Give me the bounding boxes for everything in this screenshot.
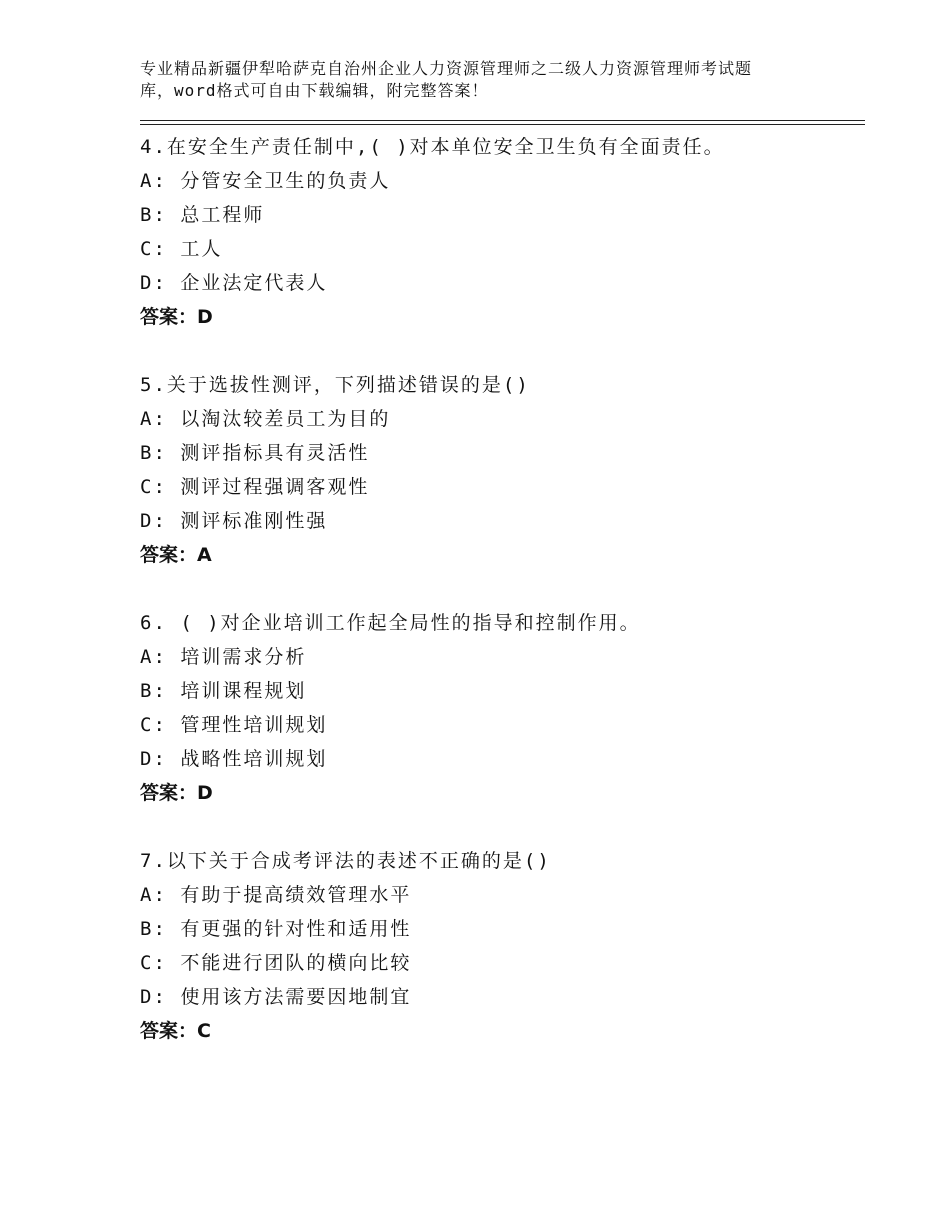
answer-label: 答案： <box>140 782 198 804</box>
option-c <box>140 470 865 504</box>
answer-label: 答案： <box>140 544 198 566</box>
answer-label: 答案： <box>140 306 198 328</box>
question-stem: 7.以下关于合成考评法的表述不正确的是() <box>140 850 551 872</box>
question-stem: 4.在安全生产责任制中,( )对本单位安全卫生负有全面责任。 <box>140 136 725 158</box>
answer-line <box>140 1014 865 1048</box>
option-text: 分管安全卫生的负责人 <box>180 170 391 192</box>
answer-line <box>140 776 865 810</box>
option-key: D: <box>140 986 167 1008</box>
answer-value: D <box>197 306 213 328</box>
header-divider-top <box>140 120 865 121</box>
option-text: 企业法定代表人 <box>180 272 328 294</box>
option-a <box>140 164 865 198</box>
option-key: C: <box>140 238 167 260</box>
option-key: D: <box>140 748 167 770</box>
question-4 <box>140 130 865 334</box>
option-a <box>140 402 865 436</box>
option-text: 有助于提高绩效管理水平 <box>180 884 412 906</box>
option-b <box>140 436 865 470</box>
answer-value: A <box>197 544 212 566</box>
option-text: 测评标准刚性强 <box>180 510 328 532</box>
document-header <box>140 58 830 102</box>
answer-value: D <box>197 782 213 804</box>
question-6 <box>140 606 865 810</box>
option-key: D: <box>140 272 167 294</box>
option-key: A: <box>140 884 167 906</box>
header-title-line-1: 专业精品新疆伊犁哈萨克自治州企业人力资源管理师之二级人力资源管理师考试题 <box>140 59 753 78</box>
option-text: 战略性培训规划 <box>180 748 328 770</box>
option-key: D: <box>140 510 167 532</box>
option-b <box>140 198 865 232</box>
option-text: 总工程师 <box>180 204 265 226</box>
option-text: 培训课程规划 <box>180 680 307 702</box>
option-key: A: <box>140 170 167 192</box>
option-text: 以淘汰较差员工为目的 <box>180 408 391 430</box>
question-5 <box>140 368 865 572</box>
option-c <box>140 232 865 266</box>
question-7 <box>140 844 865 1048</box>
answer-line <box>140 538 865 572</box>
option-key: B: <box>140 680 167 702</box>
option-key: A: <box>140 646 167 668</box>
option-text: 管理性培训规划 <box>180 714 328 736</box>
question-list <box>140 130 865 1082</box>
question-stem: 5.关于选拔性测评，下列描述错误的是() <box>140 374 530 396</box>
option-b <box>140 912 865 946</box>
answer-value: C <box>197 1020 211 1042</box>
option-text: 不能进行团队的横向比较 <box>180 952 412 974</box>
answer-label: 答案： <box>140 1020 198 1042</box>
option-text: 测评过程强调客观性 <box>180 476 370 498</box>
option-a <box>140 878 865 912</box>
option-key: B: <box>140 442 167 464</box>
option-key: B: <box>140 918 167 940</box>
option-d <box>140 980 865 1014</box>
option-text: 有更强的针对性和适用性 <box>180 918 412 940</box>
option-text: 工人 <box>180 238 223 260</box>
option-key: B: <box>140 204 167 226</box>
option-c <box>140 946 865 980</box>
option-d <box>140 266 865 300</box>
option-b <box>140 674 865 708</box>
option-text: 测评指标具有灵活性 <box>180 442 370 464</box>
option-c <box>140 708 865 742</box>
option-text: 培训需求分析 <box>180 646 307 668</box>
header-divider-bottom <box>140 124 865 125</box>
header-title-line-2: 库，word格式可自由下载编辑，附完整答案！ <box>140 81 489 100</box>
option-key: C: <box>140 476 167 498</box>
answer-line <box>140 300 865 334</box>
option-key: C: <box>140 952 167 974</box>
option-d <box>140 504 865 538</box>
option-text: 使用该方法需要因地制宜 <box>180 986 412 1008</box>
question-stem: 6. ( )对企业培训工作起全局性的指导和控制作用。 <box>140 612 641 634</box>
option-a <box>140 640 865 674</box>
option-key: C: <box>140 714 167 736</box>
option-d <box>140 742 865 776</box>
option-key: A: <box>140 408 167 430</box>
